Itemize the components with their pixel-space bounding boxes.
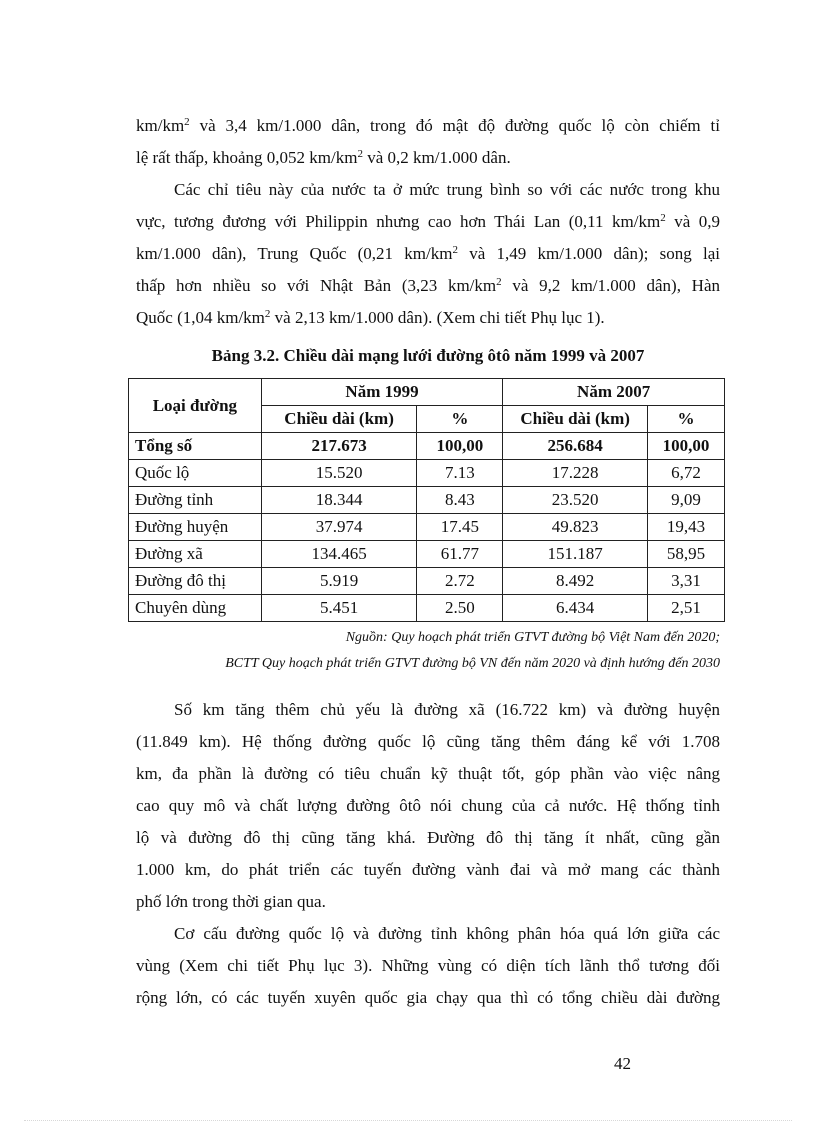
table-row — [129, 541, 725, 568]
row-percent-2007: 2,51 — [648, 595, 725, 622]
row-type: Đường đô thị — [129, 568, 262, 595]
paragraph-4-line: rộng lớn, có các tuyến xuyên quốc gia chạy qua thì có tổng chiều dài đường — [136, 988, 720, 1007]
row-type: Tổng số — [129, 433, 262, 460]
row-type: Quốc lộ — [129, 460, 262, 487]
table-row — [129, 487, 725, 514]
table-row — [129, 568, 725, 595]
row-length-2007: 49.823 — [503, 514, 648, 541]
table-header-row — [129, 379, 725, 406]
road-length-table — [128, 378, 725, 622]
row-type: Chuyên dùng — [129, 595, 262, 622]
row-percent-1999: 8.43 — [417, 487, 503, 514]
header-length-1999: Chiều dài (km) — [261, 406, 417, 433]
paragraph-3-line: (11.849 km). Hệ thống đường quốc lộ cũng tăng thêm đáng kể với 1.708 — [136, 732, 720, 751]
row-length-1999: 217.673 — [261, 433, 417, 460]
page-bottom-divider — [24, 1120, 792, 1121]
paragraph-3-line: cao quy mô và chất lượng đường ôtô nói chung của cả nước. Hệ thống tỉnh — [136, 796, 720, 815]
paragraph-1-line-2: lệ rất thấp, khoảng 0,052 $km/km^2$ và 0,2 km/1.000 dân. — [136, 148, 511, 167]
paragraph-4-line: vùng (Xem chi tiết Phụ lục 3). Những vùng có diện tích lãnh thổ tương đối — [136, 956, 720, 975]
row-percent-1999: 2.72 — [417, 568, 503, 595]
header-length-2007: Chiều dài (km) — [503, 406, 648, 433]
row-percent-2007: 100,00 — [648, 433, 725, 460]
paragraph-4 — [136, 918, 720, 1014]
header-percent-1999: % — [417, 406, 503, 433]
table-source-line-2: BCTT Quy hoạch phát triển GTVT đường bộ VN đến năm 2020 và định hướng đến 2030 — [225, 656, 720, 671]
paragraph-1-line-1: $km/km^2$ và 3,4 km/1.000 dân, trong đó mật độ đường quốc lộ còn chiếm tỉ — [136, 116, 720, 135]
row-length-1999: 5.919 — [261, 568, 417, 595]
paragraph-2-line-5: Quốc (1,04 $km/km^2$ và 2,13 km/1.000 dân). (Xem chi tiết Phụ lục 1). — [136, 308, 605, 327]
row-type: Đường tỉnh — [129, 487, 262, 514]
row-percent-1999: 61.77 — [417, 541, 503, 568]
row-length-1999: 37.974 — [261, 514, 417, 541]
row-percent-1999: 2.50 — [417, 595, 503, 622]
table-row — [129, 514, 725, 541]
paragraph-2-line-2: vực, tương đương với Philippin nhưng cao hơn Thái Lan (0,11 $km/km^2$ và 0,9 — [136, 212, 720, 231]
row-percent-1999: 7.13 — [417, 460, 503, 487]
row-percent-1999: 100,00 — [417, 433, 503, 460]
table-row-total — [129, 433, 725, 460]
table-caption: Bảng 3.2. Chiều dài mạng lưới đường ôtô năm 1999 và 2007 — [211, 346, 645, 365]
row-length-2007: 151.187 — [503, 541, 648, 568]
header-road-type: Loại đường — [129, 379, 262, 433]
page-number: 42 — [614, 1054, 631, 1073]
paragraph-2-line-3: km/1.000 dân), Trung Quốc (0,21 $km/km^2$ và 1,49 km/1.000 dân); song lại — [136, 244, 721, 263]
row-percent-2007: 58,95 — [648, 541, 725, 568]
row-length-1999: 5.451 — [261, 595, 417, 622]
row-length-2007: 8.492 — [503, 568, 648, 595]
row-length-2007: 256.684 — [503, 433, 648, 460]
row-percent-1999: 17.45 — [417, 514, 503, 541]
table-row — [129, 595, 725, 622]
row-percent-2007: 3,31 — [648, 568, 725, 595]
table-row — [129, 460, 725, 487]
row-length-1999: 15.520 — [261, 460, 417, 487]
paragraph-4-line: Cơ cấu đường quốc lộ và đường tỉnh không phân hóa quá lớn giữa các — [174, 924, 720, 943]
paragraph-3-line: km, đa phần là đường có tiêu chuẩn kỹ thuật tốt, góp phần vào việc nâng — [136, 764, 720, 783]
paragraph-3 — [136, 694, 720, 918]
paragraph-3-line: Số km tăng thêm chủ yếu là đường xã (16.722 km) và đường huyện — [174, 700, 720, 719]
paragraph-3-line: lộ và đường đô thị cũng tăng khá. Đường đô thị tăng ít nhất, cũng gần — [136, 828, 720, 847]
row-length-1999: 18.344 — [261, 487, 417, 514]
row-length-2007: 6.434 — [503, 595, 648, 622]
paragraph-1 — [136, 110, 720, 174]
row-length-2007: 23.520 — [503, 487, 648, 514]
paragraph-3-line: phố lớn trong thời gian qua. — [136, 892, 326, 911]
row-type: Đường xã — [129, 541, 262, 568]
table-source-line-1: Nguồn: Quy hoạch phát triển GTVT đường bộ Việt Nam đến 2020; — [345, 630, 720, 645]
row-percent-2007: 9,09 — [648, 487, 725, 514]
header-year-2007: Năm 2007 — [503, 379, 725, 406]
header-year-1999: Năm 1999 — [261, 379, 503, 406]
paragraph-2-line-4: thấp hơn nhiều so với Nhật Bản (3,23 $km/km^2$ và 9,2 km/1.000 dân), Hàn — [136, 276, 720, 295]
paragraph-2 — [136, 174, 720, 334]
row-type: Đường huyện — [129, 514, 262, 541]
row-percent-2007: 19,43 — [648, 514, 725, 541]
paragraph-2-line-1: Các chỉ tiêu này của nước ta ở mức trung bình so với các nước trong khu — [174, 180, 720, 199]
row-length-2007: 17.228 — [503, 460, 648, 487]
row-length-1999: 134.465 — [261, 541, 417, 568]
row-percent-2007: 6,72 — [648, 460, 725, 487]
header-percent-2007: % — [648, 406, 725, 433]
paragraph-3-line: 1.000 km, do phát triển các tuyến đường vành đai và mở mang các thành — [136, 860, 720, 879]
